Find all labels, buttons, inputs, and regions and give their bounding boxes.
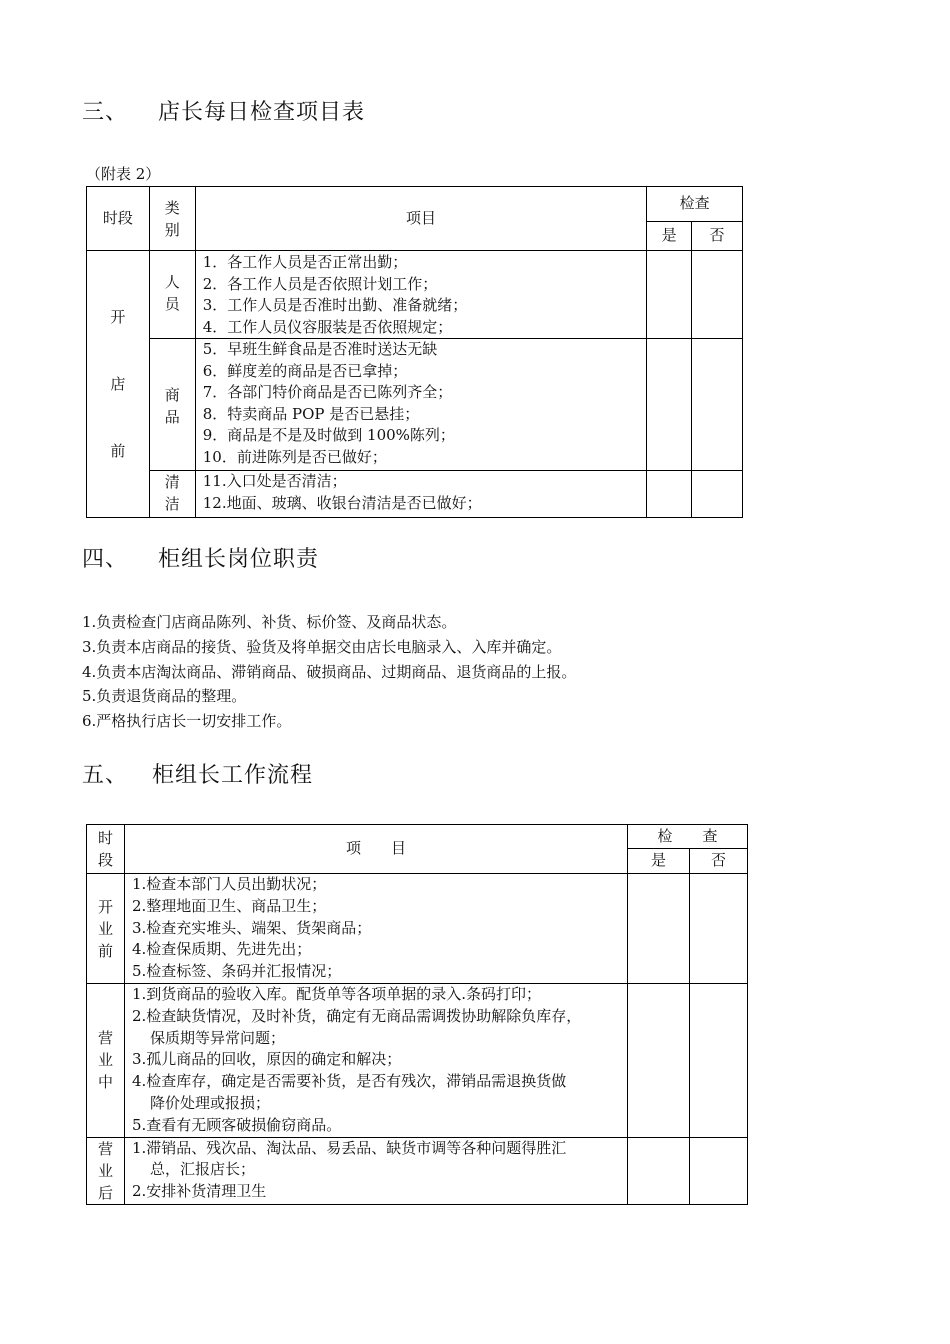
category-char: 商: [164, 386, 180, 404]
header-no: 否: [692, 222, 743, 251]
header-check: 检查: [647, 187, 743, 222]
workflow-item: 3.检查充实堆头、端架、货架商品；: [131, 918, 372, 937]
items-cell: [124, 1137, 627, 1204]
header-period: [87, 825, 125, 874]
duty-item: 4.负责本店淘汰商品、滞销商品、破损商品、过期商品、退货商品的上报。: [82, 662, 577, 681]
period-char: 业: [97, 919, 113, 938]
checklist-item: 8．特卖商品 POP 是否已悬挂；: [202, 404, 420, 423]
manager-checklist-table: [86, 186, 743, 518]
items-cell: [195, 471, 646, 518]
category-char: 人: [164, 273, 180, 291]
section3-title: 店长每日检查项目表: [158, 100, 366, 125]
check-yes-cell: [647, 339, 692, 471]
check-no-cell: [690, 984, 748, 1138]
checklist-item: 7．各部门特价商品是否已陈列齐全；: [202, 383, 453, 401]
header-yes: 是: [628, 849, 690, 874]
check-no-cell: [690, 874, 748, 984]
checklist-item: 3．工作人员是否准时出勤、准备就绪；: [202, 296, 468, 314]
workflow-item: 5.查看有无顾客破损偷窃商品。: [131, 1115, 342, 1134]
period-after-business: [87, 1137, 125, 1204]
check-no-cell: [690, 1137, 748, 1204]
duty-item: 6.严格执行店长一切安排工作。: [82, 712, 292, 731]
period-char: 前: [97, 941, 113, 960]
check-no-cell: [692, 471, 743, 518]
section3-number: 三、: [82, 100, 129, 125]
workflow-item: 2.整理地面卫生、商品卫生；: [131, 896, 327, 915]
checklist-item: 10．前进陈列是否已做好；: [202, 447, 387, 466]
checklist-item: 9．商品是不是及时做到 100%陈列；: [202, 426, 455, 444]
period-char: 开: [97, 897, 113, 916]
category-cell: [149, 339, 195, 471]
category-cell: [149, 471, 195, 518]
workflow-item: 5.检查标签、条码并汇报情况；: [131, 962, 342, 981]
header-period-char: 段: [97, 851, 113, 869]
period-char: 营: [97, 1139, 113, 1158]
section5-title: 柜组长工作流程: [152, 763, 314, 788]
items-cell: [195, 251, 646, 339]
checklist-item: 5．早班生鲜食品是否准时送达无缺: [202, 340, 438, 358]
header-item: 项目: [195, 187, 646, 251]
workflow-item: 1.滞销品、残次品、淘汰品、易丢品、缺货市调等各种问题得胜汇: [131, 1138, 567, 1157]
items-cell: [124, 874, 627, 984]
check-yes-cell: [628, 984, 690, 1138]
header-period-char: 时: [97, 829, 113, 847]
duties-list: [82, 610, 576, 734]
workflow-item: 1.到货商品的验收入库。配货单等各项单据的录入.条码打印；: [131, 985, 542, 1003]
period-char: 营: [97, 1029, 113, 1048]
period-before-open: [87, 874, 125, 984]
section5-heading: [82, 758, 313, 789]
category-char: 清: [164, 473, 180, 491]
check-no-cell: [692, 251, 743, 339]
category-char: 品: [164, 408, 180, 426]
category-cell: [149, 251, 195, 339]
check-no-cell: [692, 339, 743, 471]
period-before-opening: [87, 251, 150, 518]
workflow-item: 2.安排补货清理卫生: [131, 1182, 267, 1201]
period-during-business: [87, 984, 125, 1138]
period-char: 店: [110, 375, 126, 393]
section3-heading: [82, 95, 365, 126]
period-char: 业: [97, 1161, 113, 1180]
period-char: 业: [97, 1051, 113, 1070]
workflow-item: 保质期等异常问题；: [149, 1028, 285, 1047]
check-yes-cell: [628, 874, 690, 984]
workflow-item: 3.孤儿商品的回收，原因的确定和解决；: [131, 1050, 402, 1069]
checklist-item: 1．各工作人员是否正常出勤；: [202, 253, 408, 271]
header-category: [149, 187, 195, 251]
items-cell: [124, 984, 627, 1138]
workflow-item: 总，汇报店长；: [149, 1160, 255, 1179]
table-note: （附表 2）: [86, 165, 161, 183]
check-yes-cell: [647, 471, 692, 518]
header-yes: 是: [647, 222, 692, 251]
workflow-item: 1.检查本部门人员出勤状况；: [131, 875, 327, 893]
category-char: 员: [164, 295, 180, 313]
section4-number: 四、: [82, 547, 129, 572]
duty-item: 5.负责退货商品的整理。: [82, 687, 247, 706]
section4-heading: [82, 542, 319, 573]
workflow-item: 降价处理或报损；: [149, 1093, 270, 1112]
header-no: 否: [690, 849, 748, 874]
period-char: 中: [97, 1073, 113, 1092]
checklist-item: 12.地面、玻璃、收银台清洁是否已做好；: [202, 493, 482, 512]
period-char: 开: [110, 308, 126, 326]
header-category-char-1: 类: [164, 198, 180, 217]
header-category-char-2: 别: [164, 220, 180, 239]
header-check: 检 查: [628, 825, 748, 849]
category-char: 洁: [164, 495, 180, 513]
period-char: 后: [97, 1183, 113, 1202]
check-yes-cell: [628, 1137, 690, 1204]
checklist-item: 11.入口处是否清洁；: [202, 472, 347, 490]
check-yes-cell: [647, 251, 692, 339]
duty-item: 1.负责检查门店商品陈列、补货、标价签、及商品状态。: [82, 613, 457, 631]
checklist-item: 6．鲜度差的商品是否已拿掉；: [202, 361, 408, 380]
checklist-item: 2．各工作人员是否依照计划工作；: [202, 274, 438, 293]
workflow-table: [86, 824, 748, 1205]
header-period: 时段: [87, 187, 150, 251]
workflow-item: 2.检查缺货情况，及时补货，确定有无商品需调拨协助解除负库存，: [131, 1006, 582, 1025]
workflow-item: 4.检查保质期、先进先出；: [131, 940, 312, 959]
period-char: 前: [110, 442, 126, 460]
section4-title: 柜组长岗位职责: [158, 547, 320, 572]
section5-number: 五、: [82, 763, 129, 788]
items-cell: [195, 339, 646, 471]
workflow-item: 4.检查库存，确定是否需要补货，是否有残次，滞销品需退换货做: [131, 1072, 567, 1091]
duty-item: 3.负责本店商品的接货、验货及将单据交由店长电脑录入、入库并确定。: [82, 637, 562, 656]
checklist-item: 4．工作人员仪容服装是否依照规定；: [202, 317, 453, 336]
header-item: 项 目: [124, 825, 627, 874]
